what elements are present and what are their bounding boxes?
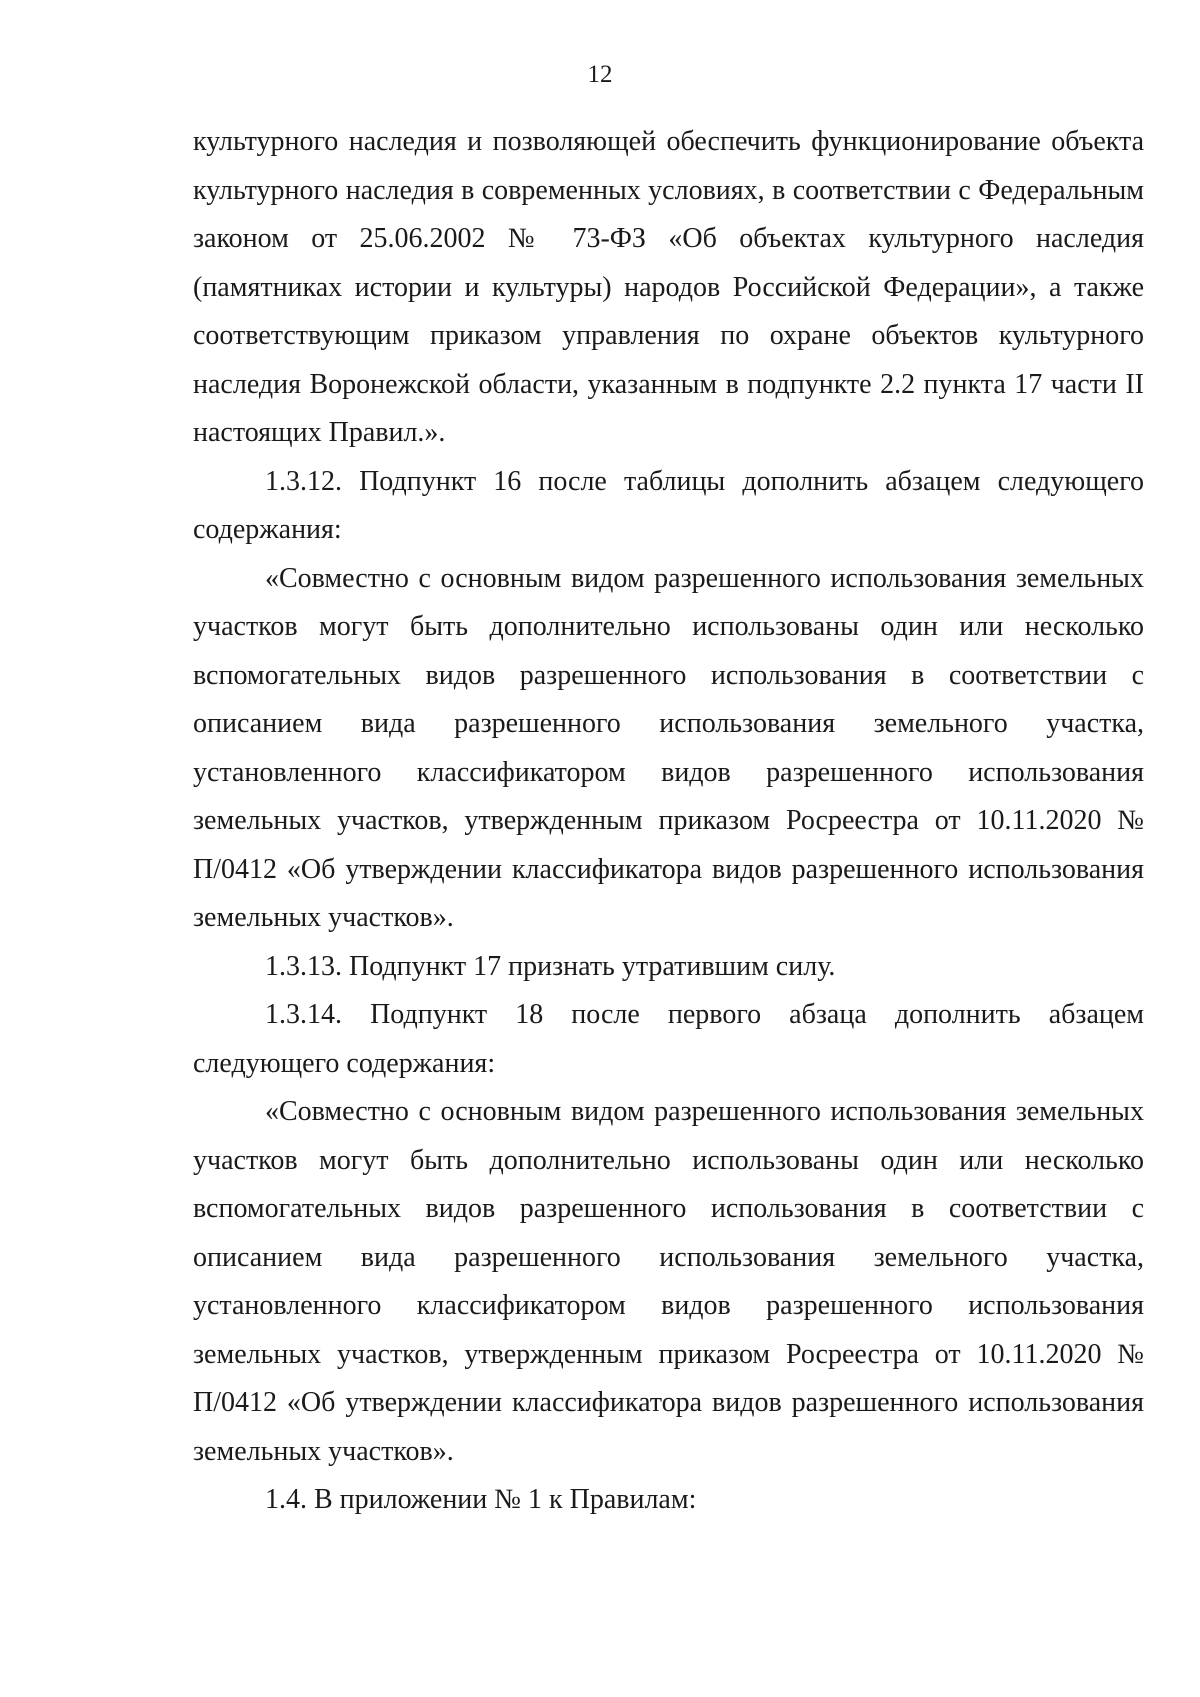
paragraph-quote-2: «Совместно с основным видом разрешенного использования земельных участков могут быть дополнительно использованы один или несколько вспомогательных видов разрешенного использования в соответствии с описанием вида разрешенного использования земельного участка, установленного классификатором видов разрешенного использования земельных участков, утвержденным приказом Росреестра от 10.11.2020 № П/0412 «Об утверждении классификатора видов разрешенного использования земельных участков». — [193, 1096, 1144, 1467]
paragraph-1-3-14: 1.3.14. Подпункт 18 после первого абзаца дополнить абзацем следующего содержания: — [193, 999, 1144, 1079]
paragraph-quote-1: «Совместно с основным видом разрешенного использования земельных участков могут быть дополнительно использованы один или несколько вспомогательных видов разрешенного использования в соответствии с описанием вида разрешенного использования земельного участка, установленного классификатором видов разрешенного использования земельных участков, утвержденным приказом Росреестра от 10.11.2020 № П/0412 «Об утверждении классификатора видов разрешенного использования земельных участков». — [193, 562, 1144, 933]
paragraph-1-3-12: 1.3.12. Подпункт 16 после таблицы дополнить абзацем следующего содержания: — [193, 465, 1144, 545]
paragraph-continuation: культурного наследия и позволяющей обеспечить функционирование объекта культурного наследия в современных условиях, в соответствии с Федеральным законом от 25.06.2002 № 73-ФЗ «Об объектах культурного наследия (памятниках истории и культуры) народов Российской Федерации», а также соответствующим приказом управления по охране объектов культурного наследия Воронежской области, указанным в подпункте 2.2 пункта 17 части II настоящих Правил.». — [193, 126, 1144, 448]
paragraph-1-4: 1.4. В приложении № 1 к Правилам: — [265, 1484, 697, 1515]
paragraph-1-3-13: 1.3.13. Подпункт 17 признать утратившим силу. — [265, 950, 836, 982]
page-number: 12 — [587, 61, 613, 88]
document-body — [193, 118, 1144, 1525]
